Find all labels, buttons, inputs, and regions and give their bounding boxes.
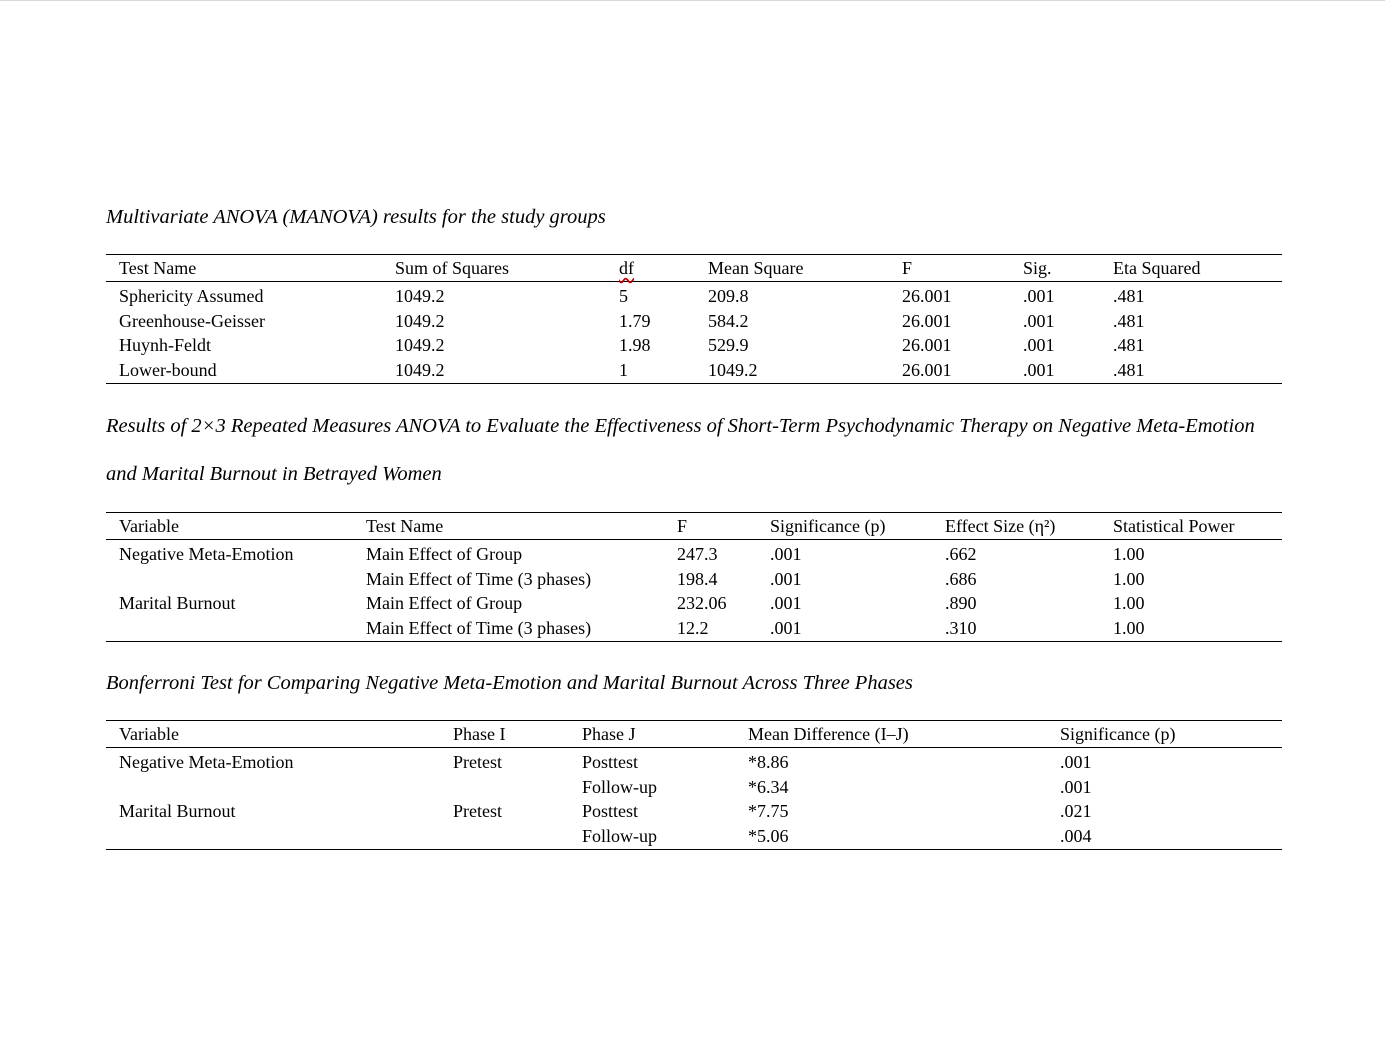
table-cell: 1049.2	[395, 359, 445, 380]
table-cell: .481	[1113, 335, 1145, 356]
column-header: Sig.	[1023, 258, 1052, 278]
table-cell: 26.001	[902, 359, 952, 380]
table-cell: 247.3	[677, 543, 718, 564]
column-header: Phase I	[453, 724, 506, 744]
bonferroni-table	[106, 720, 1282, 850]
table-cell: Main Effect of Group	[366, 593, 523, 614]
table-cell: 232.06	[677, 593, 727, 614]
column-header: Significance (p)	[1060, 724, 1176, 744]
table-cell: Posttest	[582, 751, 639, 772]
table-cell: 26.001	[902, 285, 952, 306]
table-cell	[440, 824, 569, 849]
table-cell: Lower-bound	[119, 359, 217, 380]
table-cell: *7.75	[748, 801, 789, 822]
table-cell: 1049.2	[395, 285, 445, 306]
table-cell: 529.9	[708, 335, 749, 356]
table-cell: .686	[945, 568, 977, 589]
table-cell: *5.06	[748, 825, 789, 846]
table-row	[106, 748, 1282, 775]
table-cell: Follow-up	[582, 825, 658, 846]
table-cell: Pretest	[453, 801, 502, 822]
table-cell	[106, 775, 440, 800]
table-row	[106, 824, 1282, 849]
table-cell: Pretest	[453, 751, 502, 772]
table-row	[106, 775, 1282, 800]
table-caption-repeated-measures-line1: Results of 2×3 Repeated Measures ANOVA to Evaluate the Effectiveness of Short-Term Psychodynamic Therapy on Negative Meta-Emotion	[106, 415, 1255, 437]
repeated-measures-anova-table	[106, 512, 1282, 642]
table-cell: 1049.2	[395, 335, 445, 356]
table-row	[106, 591, 1282, 616]
table-cell: .481	[1113, 359, 1145, 380]
table-cell: .001	[1060, 751, 1092, 772]
df-header-text: df	[619, 258, 634, 278]
table-row	[106, 616, 1282, 641]
table-cell: .001	[1060, 776, 1092, 797]
table-row	[106, 282, 1282, 309]
column-header: Effect Size (η²)	[945, 516, 1056, 536]
table-cell: 198.4	[677, 568, 718, 589]
table-cell: Marital Burnout	[119, 593, 236, 614]
column-header: F	[902, 258, 913, 278]
table-cell: 5	[619, 285, 628, 306]
table-cell: .001	[1023, 310, 1055, 331]
column-header: Mean Difference (I–J)	[748, 724, 909, 744]
table-cell: 26.001	[902, 310, 952, 331]
table-row	[106, 567, 1282, 592]
page-top-border	[0, 0, 1385, 1]
table-row	[106, 540, 1282, 567]
column-header: Test Name	[366, 516, 444, 536]
column-header: F	[677, 516, 688, 536]
table-cell: 1.00	[1113, 617, 1145, 638]
table-cell: .662	[945, 543, 977, 564]
table-cell: 1.00	[1113, 568, 1145, 589]
manova-table	[106, 254, 1282, 384]
column-header: Statistical Power	[1113, 516, 1235, 536]
table-cell: .481	[1113, 310, 1145, 331]
column-header: Variable	[119, 516, 179, 536]
table-cell: .001	[1023, 285, 1055, 306]
table-cell	[106, 567, 353, 592]
table-caption-repeated-measures-line2: and Marital Burnout in Betrayed Women	[106, 463, 442, 485]
column-header: Significance (p)	[770, 516, 886, 536]
table-cell: Negative Meta-Emotion	[119, 543, 294, 564]
table-row	[106, 358, 1282, 383]
table-cell: Main Effect of Group	[366, 543, 523, 564]
column-header: Test Name	[119, 258, 197, 278]
column-header: Phase J	[582, 724, 636, 744]
table-header-row	[106, 255, 1282, 282]
table-cell: Follow-up	[582, 776, 658, 797]
table-cell: .001	[770, 617, 802, 638]
table-caption-manova: Multivariate ANOVA (MANOVA) results for the study groups	[106, 206, 606, 228]
table-cell: *8.86	[748, 751, 789, 772]
table-cell: Posttest	[582, 801, 639, 822]
table-cell	[440, 775, 569, 800]
table-cell: 209.8	[708, 285, 749, 306]
table-cell: 1.00	[1113, 593, 1145, 614]
column-header: Sum of Squares	[395, 258, 509, 278]
table-cell: .481	[1113, 285, 1145, 306]
table-cell: .001	[770, 593, 802, 614]
table-cell: 584.2	[708, 310, 749, 331]
table-cell	[106, 824, 440, 849]
table-caption-bonferroni: Bonferroni Test for Comparing Negative Meta-Emotion and Marital Burnout Across Three Phases	[106, 672, 913, 694]
table-cell: 1	[619, 359, 628, 380]
table-header-row	[106, 721, 1282, 748]
table-cell: 26.001	[902, 335, 952, 356]
table-cell: 1049.2	[395, 310, 445, 331]
table-cell: 1.98	[619, 335, 651, 356]
column-header: Mean Square	[708, 258, 804, 278]
column-header: Variable	[119, 724, 179, 744]
table-row	[106, 333, 1282, 358]
table-cell: 1.00	[1113, 543, 1145, 564]
table-cell: 12.2	[677, 617, 709, 638]
table-cell: 1.79	[619, 310, 651, 331]
column-header: Eta Squared	[1113, 258, 1201, 278]
table-cell: Main Effect of Time (3 phases)	[366, 568, 592, 589]
table-cell: .021	[1060, 801, 1092, 822]
table-cell: .310	[945, 617, 977, 638]
table-row	[106, 309, 1282, 334]
table-cell: .001	[1023, 359, 1055, 380]
table-cell: Sphericity Assumed	[119, 285, 264, 306]
table-cell: Huynh-Feldt	[119, 335, 211, 356]
table-cell: Greenhouse-Geisser	[119, 310, 265, 331]
table-cell: .004	[1060, 825, 1092, 846]
table-cell: Negative Meta-Emotion	[119, 751, 294, 772]
table-cell	[106, 616, 353, 641]
table-cell: .001	[770, 543, 802, 564]
column-header	[606, 255, 695, 282]
table-row	[106, 799, 1282, 824]
table-cell: .001	[770, 568, 802, 589]
table-header-row	[106, 513, 1282, 540]
table-cell: Main Effect of Time (3 phases)	[366, 617, 592, 638]
table-cell: .890	[945, 593, 977, 614]
table-cell: 1049.2	[708, 359, 758, 380]
table-cell: .001	[1023, 335, 1055, 356]
table-cell: *6.34	[748, 776, 789, 797]
table-cell: Marital Burnout	[119, 801, 236, 822]
